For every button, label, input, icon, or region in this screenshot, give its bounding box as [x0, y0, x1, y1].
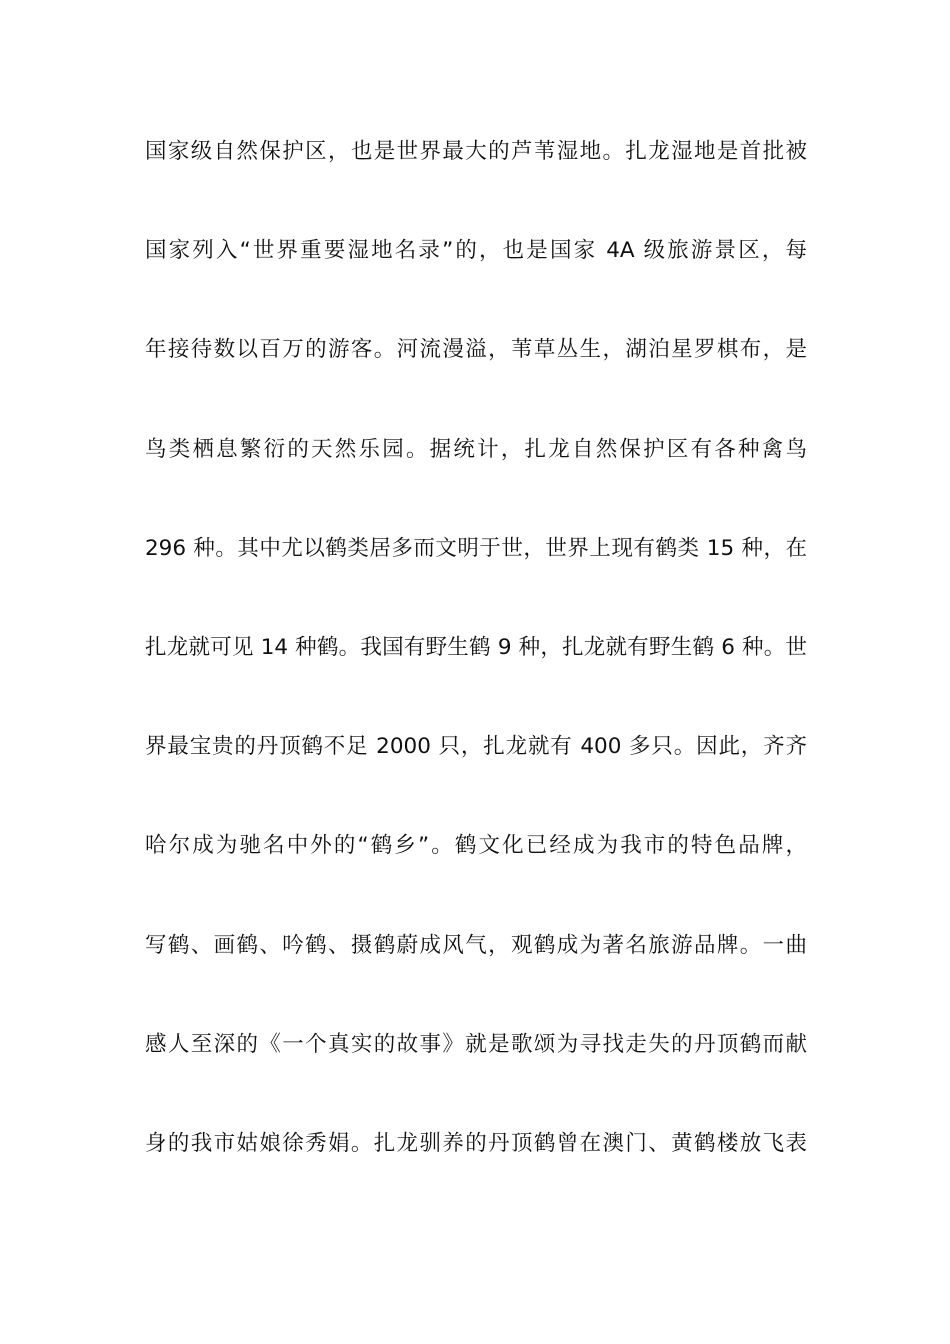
text-line-5: 296 种。其中尤以鹤类居多而文明于世，世界上现有鹤类 15 种，在 [145, 535, 807, 561]
text-line-2: 国家列入“世界重要湿地名录”的，也是国家 4A 级旅游景区，每 [145, 238, 807, 264]
text-line-7: 界最宝贵的丹顶鹤不足 2000 只，扎龙就有 400 多只。因此，齐齐 [145, 734, 807, 760]
text-line-10: 感人至深的《一个真实的故事》就是歌颂为寻找走失的丹顶鹤而献 [145, 1031, 807, 1057]
body-paragraph [145, 128, 807, 1219]
text-line-4: 鸟类栖息繁衍的天然乐园。据统计，扎龙自然保护区有各种禽鸟 [145, 436, 807, 462]
text-line-3: 年接待数以百万的游客。河流漫溢，苇草丛生，湖泊星罗棋布，是 [145, 337, 807, 363]
text-line-9: 写鹤、画鹤、吟鹤、摄鹤蔚成风气，观鹤成为著名旅游品牌。一曲 [145, 932, 807, 958]
text-line-1: 国家级自然保护区，也是世界最大的芦苇湿地。扎龙湿地是首批被 [145, 139, 807, 164]
text-line-8: 哈尔成为驰名中外的“鹤乡”。鹤文化已经成为我市的特色品牌， [145, 833, 807, 859]
text-line-6: 扎龙就可见 14 种鹤。我国有野生鹤 9 种，扎龙就有野生鹤 6 种。世 [145, 634, 807, 660]
text-line-11: 身的我市姑娘徐秀娟。扎龙驯养的丹顶鹤曾在澳门、黄鹤楼放飞表 [145, 1130, 807, 1156]
